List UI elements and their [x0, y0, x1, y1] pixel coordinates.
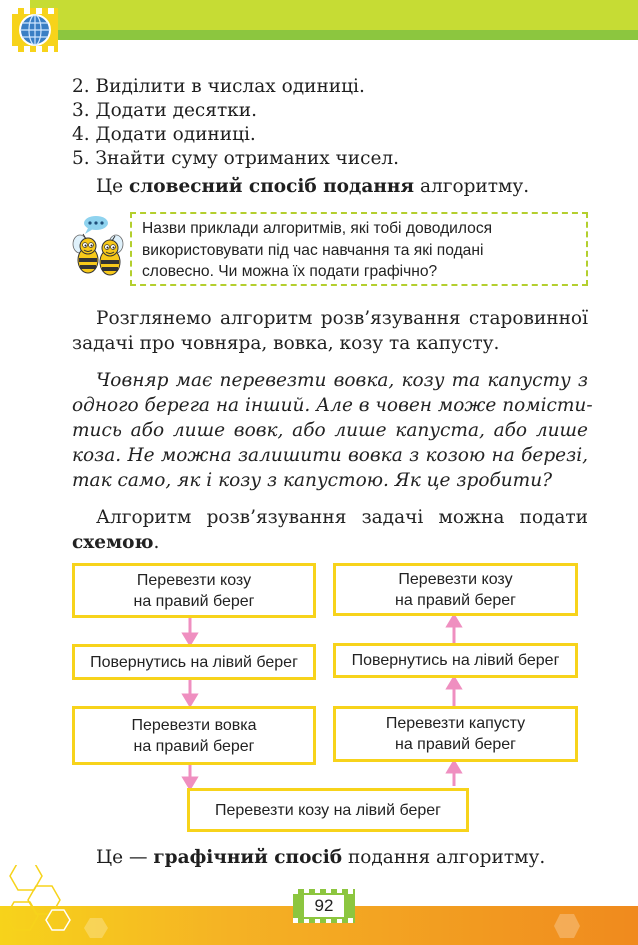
- flow-box-text: Перевезти вовка: [131, 716, 257, 734]
- task-line: одного берега на інший. Але в човен може помісти-: [72, 395, 593, 416]
- scheme-end: .: [153, 532, 160, 553]
- flow-box-text: на правий берег: [133, 592, 255, 610]
- flow-box-text: на правий берег: [133, 737, 255, 755]
- flow-box-left-1: [72, 563, 316, 618]
- flow-box-right-1: [333, 563, 578, 616]
- verbal-post: алгоритму.: [414, 176, 530, 197]
- note-line: словесно. Чи можна їх подати графічно?: [142, 263, 438, 280]
- header-stripe-dark: [30, 30, 638, 40]
- flow-box-right-2: [333, 643, 578, 678]
- flow-box-bottom: [187, 788, 469, 832]
- scheme-line-2: [72, 530, 588, 555]
- arrow-up-3: [448, 616, 460, 626]
- flow-box-text: на правий берег: [395, 591, 516, 609]
- discussion-note: [130, 212, 588, 286]
- flow-box-left-3: [72, 706, 316, 765]
- graphic-bold: графічний спосіб: [153, 847, 343, 868]
- intro-line: Розглянемо алгоритм розв’язування старовинної: [96, 308, 588, 329]
- flow-box-text: Перевезти капусту: [385, 715, 526, 732]
- arrow-down-1: [184, 634, 196, 644]
- step-item: 2. Виділити в числах одиниці.: [72, 76, 365, 97]
- intro-line: задачі про човняра, вовка, козу та капусту.: [72, 333, 500, 354]
- note-line: Назви приклади алгоритмів, які тобі доводилося: [142, 220, 493, 237]
- graphic-pre: Це —: [96, 847, 154, 868]
- flow-box-text: Повернутись на лівий берег: [90, 653, 298, 671]
- task-line: так само, як і козу з капустою. Як це зробити?: [72, 470, 553, 491]
- flow-box-left-2: [72, 644, 316, 680]
- flow-box-text: Перевезти козу: [398, 570, 513, 588]
- graphic-post: подання алгоритму.: [342, 847, 546, 868]
- step-item: 4. Додати одиниці.: [72, 124, 256, 145]
- globe-icon: [10, 4, 60, 56]
- step-item: 3. Додати десятки.: [72, 100, 257, 121]
- arrow-up-2: [448, 678, 460, 688]
- task-line: коза. Не можна залишити вовка з козою на березі,: [72, 445, 588, 466]
- arrow-up-1: [448, 762, 460, 772]
- verbal-pre: Це: [96, 176, 129, 197]
- page-number: 92: [302, 893, 346, 919]
- flow-box-text: Перевезти козу на лівий берег: [214, 801, 441, 819]
- arrow-down-2: [184, 695, 196, 705]
- scheme-line: Алгоритм розв’язування задачі можна подати: [96, 507, 588, 528]
- arrow-down-3: [184, 778, 196, 788]
- task-line: Човняр має перевезти вовка, козу та капусту з: [96, 370, 588, 391]
- verbal-bold: словесний спосіб подання: [128, 176, 415, 197]
- scheme-bold: схемою: [72, 532, 154, 553]
- bees-icon: [66, 214, 132, 280]
- task-paragraph: [72, 368, 593, 493]
- intro-paragraph: [72, 306, 588, 356]
- header-stripe-light: [30, 0, 638, 30]
- flow-box-text: на правий берег: [395, 736, 516, 753]
- flow-box-text: Повернутись на лівий берег: [351, 652, 560, 669]
- step-item: 5. Знайти суму отриманих чисел.: [72, 148, 400, 169]
- verbal-method-sentence: [96, 175, 529, 199]
- note-line: використовувати під час навчання та які подані: [142, 241, 484, 259]
- task-line: тись або лише вовк, або лише капуста, або лише: [72, 420, 588, 441]
- scheme-sentence: [72, 505, 588, 555]
- flow-box-text: Перевезти козу: [136, 571, 252, 589]
- flow-box-right-3: [333, 706, 578, 762]
- steps-list: [72, 75, 399, 171]
- header-bar: [0, 0, 638, 46]
